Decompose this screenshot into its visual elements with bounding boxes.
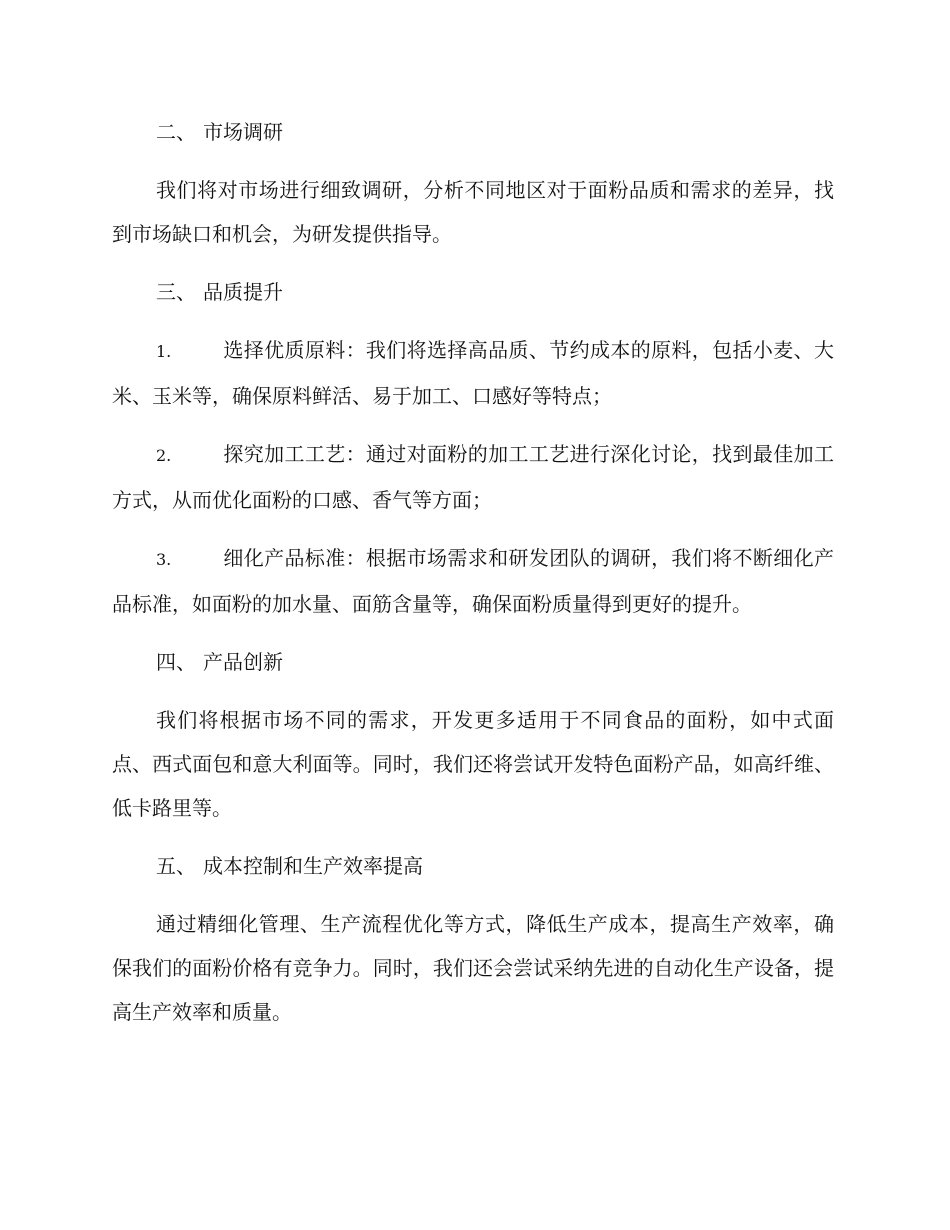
list-item-raw-materials: [112, 328, 834, 418]
list-item-number: 1.: [156, 342, 172, 361]
paragraph-cost-control: 通过精细化管理、生产流程优化等方式，降低生产成本，提高生产效率，确保我们的面粉价格有竞争力。同时，我们还会尝试采纳先进的自动化生产设备，提高生产效率和质量。: [112, 912, 834, 1024]
list-item-text: 探究加工工艺：通过对面粉的加工工艺进行深化讨论，找到最佳加工方式，从而优化面粉的口感、香气等方面；: [112, 442, 834, 512]
section-heading-cost-control: [112, 844, 834, 888]
list-item-processing: [112, 432, 834, 522]
section-title: 品质提升: [203, 280, 283, 304]
section-heading-market-research: [112, 110, 834, 154]
section-number: 二、: [156, 120, 196, 144]
section-title: 市场调研: [203, 120, 283, 144]
section-number: 五、: [156, 854, 196, 878]
list-item-number: 3.: [156, 550, 172, 569]
section-number: 三、: [156, 280, 196, 304]
list-item-text: 选择优质原料：我们将选择高品质、节约成本的原料，包括小麦、大米、玉米等，确保原料鲜活、易于加工、口感好等特点；: [112, 338, 834, 408]
paragraph-market-research: 我们将对市场进行细致调研，分析不同地区对于面粉品质和需求的差异，找到市场缺口和机会，为研发提供指导。: [112, 178, 834, 246]
list-item-text: 细化产品标准：根据市场需求和研发团队的调研，我们将不断细化产品标准，如面粉的加水量、面筋含量等，确保面粉质量得到更好的提升。: [112, 546, 834, 616]
section-number: 四、: [156, 650, 196, 674]
list-item-number: 2.: [156, 446, 172, 465]
paragraph-product-innovation: 我们将根据市场不同的需求，开发更多适用于不同食品的面粉，如中式面点、西式面包和意大利面等。同时，我们还将尝试开发特色面粉产品，如高纤维、低卡路里等。: [112, 708, 834, 820]
section-heading-product-innovation: [112, 640, 834, 684]
section-heading-quality-improvement: [112, 270, 834, 314]
section-title: 成本控制和生产效率提高: [203, 854, 423, 878]
list-item-standards: [112, 536, 834, 626]
document-body: [112, 110, 834, 1048]
section-title: 产品创新: [203, 650, 283, 674]
